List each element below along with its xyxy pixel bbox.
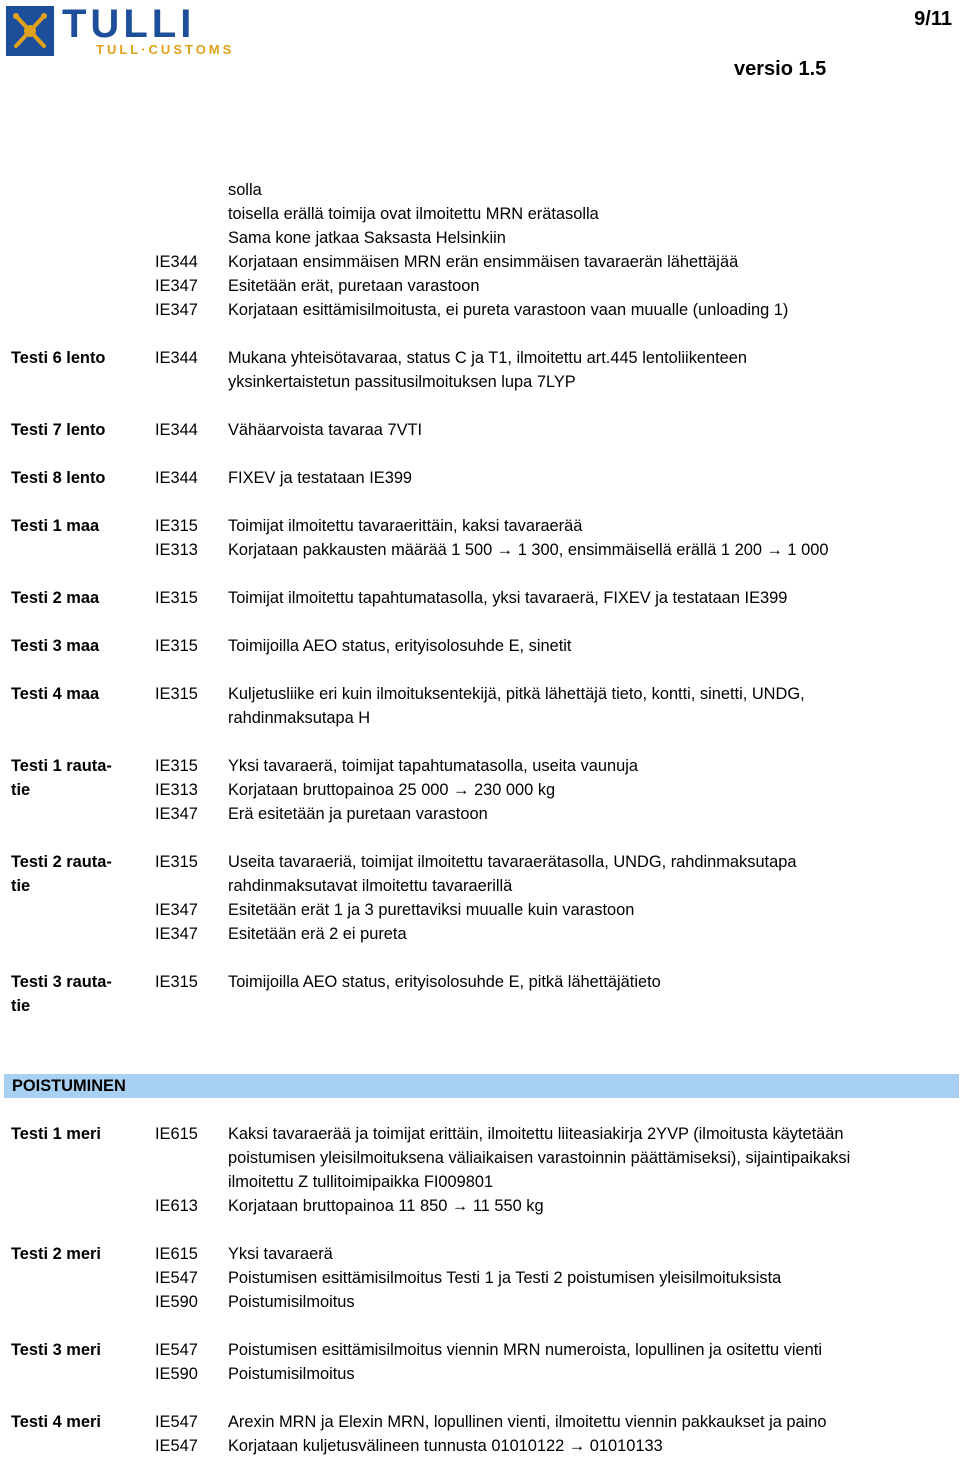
test-description: Korjataan ensimmäisen MRN erän ensimmäisen tavaraerän lähettäjää: [228, 253, 739, 271]
test-name: Testi 1 rauta-: [11, 757, 112, 775]
message-code: IE347: [155, 805, 198, 823]
test-description: Esitetään erät, puretaan varastoon: [228, 277, 480, 295]
test-name: Testi 1 meri: [11, 1125, 101, 1143]
test-description: Poistumisen esittämisilmoitus viennin MRN numeroista, lopullinen ja ositettu vienti: [228, 1341, 822, 1359]
test-description: rahdinmaksutavat ilmoitettu tavaraerillä: [228, 877, 513, 895]
test-name: tie: [11, 997, 31, 1015]
row-spacer: [0, 442, 960, 466]
test-description: Esitetään erät 1 ja 3 purettaviksi muualle kuin varastoon: [228, 901, 635, 919]
test-description: Korjataan bruttopainoa 25 000 → 230 000 kg: [228, 781, 556, 799]
test-name: Testi 3 rauta-: [11, 973, 112, 991]
table-row: [0, 274, 960, 298]
test-list-arrival: [0, 178, 960, 1018]
test-name: Testi 3 meri: [11, 1341, 101, 1359]
table-row: [0, 1122, 960, 1146]
test-description: Erä esitetään ja puretaan varastoon: [228, 805, 488, 823]
test-name: Testi 2 rauta-: [11, 853, 112, 871]
message-code: IE347: [155, 301, 198, 319]
message-code: IE315: [155, 853, 198, 871]
test-description: Yksi tavaraerä, toimijat tapahtumatasolla, useita vaunuja: [228, 757, 638, 775]
test-name: tie: [11, 877, 31, 895]
table-row: [0, 1434, 960, 1458]
message-code: IE347: [155, 277, 198, 295]
section-title: POISTUMINEN: [12, 1077, 126, 1095]
message-code: IE313: [155, 541, 198, 559]
table-row: [0, 682, 960, 706]
customs-crest-icon: [6, 6, 54, 56]
test-name: tie: [11, 781, 31, 799]
test-description: Poistumisen esittämisilmoitus Testi 1 ja Testi 2 poistumisen yleisilmoituksista: [228, 1269, 782, 1287]
row-spacer: [0, 610, 960, 634]
table-row: [0, 850, 960, 874]
message-code: IE590: [155, 1293, 198, 1311]
test-name: Testi 2 meri: [11, 1245, 101, 1263]
table-row: [0, 298, 960, 322]
test-description: Poistumisilmoitus: [228, 1293, 355, 1311]
table-row: [0, 1170, 960, 1194]
test-description: Useita tavaraeriä, toimijat ilmoitettu tavaraerätasolla, UNDG, rahdinmaksutapa: [228, 853, 797, 871]
test-description: Yksi tavaraerä: [228, 1245, 333, 1263]
message-code: IE344: [155, 253, 198, 271]
table-row: [0, 1338, 960, 1362]
test-name: Testi 1 maa: [11, 517, 100, 535]
message-code: IE344: [155, 349, 198, 367]
table-row: [0, 586, 960, 610]
message-code: IE315: [155, 973, 198, 991]
row-spacer: [0, 826, 960, 850]
table-row: [0, 994, 960, 1018]
message-code: IE547: [155, 1437, 198, 1455]
table-row: [0, 1242, 960, 1266]
table-row: [0, 1146, 960, 1170]
table-row: [0, 418, 960, 442]
message-code: IE315: [155, 517, 198, 535]
test-description: FIXEV ja testataan IE399: [228, 469, 413, 487]
table-row: [0, 1290, 960, 1314]
table-row: [0, 466, 960, 490]
message-code: IE613: [155, 1197, 198, 1215]
table-row: [0, 922, 960, 946]
table-row: [0, 754, 960, 778]
table-row: [0, 370, 960, 394]
message-code: IE615: [155, 1245, 198, 1263]
table-row: [0, 1362, 960, 1386]
test-description: yksinkertaistetun passitusilmoituksen lupa 7LYP: [228, 373, 576, 391]
row-spacer: [0, 658, 960, 682]
row-spacer: [0, 490, 960, 514]
table-row: [0, 1194, 960, 1218]
row-spacer: [0, 1314, 960, 1338]
test-description: Toimijat ilmoitettu tavaraerittäin, kaksi tavaraerää: [228, 517, 583, 535]
test-description: Toimijoilla AEO status, erityisolosuhde E, pitkä lähettäjätieto: [228, 973, 661, 991]
table-row: [0, 178, 960, 202]
test-description: Korjataan bruttopainoa 11 850 → 11 550 kg: [228, 1197, 544, 1215]
row-spacer: [0, 946, 960, 970]
row-spacer: [0, 1386, 960, 1410]
table-row: [0, 538, 960, 562]
message-code: IE315: [155, 589, 198, 607]
row-spacer: [0, 730, 960, 754]
test-description: Esitetään erä 2 ei pureta: [228, 925, 407, 943]
table-row: [0, 250, 960, 274]
table-row: [0, 1410, 960, 1434]
table-row: [0, 514, 960, 538]
message-code: IE347: [155, 925, 198, 943]
message-code: IE344: [155, 421, 198, 439]
test-description: Vähäarvoista tavaraa 7VTI: [228, 421, 423, 439]
test-description: Toimijat ilmoitettu tapahtumatasolla, yksi tavaraerä, FIXEV ja testataan IE399: [228, 589, 788, 607]
table-row: [0, 226, 960, 250]
section-header: [4, 1074, 959, 1098]
message-code: IE315: [155, 757, 198, 775]
logo-wordmark: TULLI: [62, 2, 196, 46]
test-list-exit: [0, 1122, 960, 1458]
table-row: [0, 898, 960, 922]
test-name: Testi 8 lento: [11, 469, 106, 487]
message-code: IE547: [155, 1413, 198, 1431]
table-row: [0, 874, 960, 898]
test-description: ilmoitettu Z tullitoimipaikka FI009801: [228, 1173, 494, 1191]
message-code: IE344: [155, 469, 198, 487]
message-code: IE615: [155, 1125, 198, 1143]
test-description: Kaksi tavaraerää ja toimijat erittäin, ilmoitettu liiteasiakirja 2YVP (ilmoitusta käytetään: [228, 1125, 844, 1143]
message-code: IE315: [155, 637, 198, 655]
version-label: versio 1.5: [734, 58, 827, 80]
table-row: [0, 778, 960, 802]
test-description: Sama kone jatkaa Saksasta Helsinkiin: [228, 229, 506, 247]
table-row: [0, 1266, 960, 1290]
test-description: Korjataan kuljetusvälineen tunnusta 01010122 → 01010133: [228, 1437, 663, 1455]
row-spacer: [0, 322, 960, 346]
message-code: IE547: [155, 1341, 198, 1359]
test-description: rahdinmaksutapa H: [228, 709, 371, 727]
message-code: IE347: [155, 901, 198, 919]
message-code: IE315: [155, 685, 198, 703]
test-description: Mukana yhteisötavaraa, status C ja T1, ilmoitettu art.445 lentoliikenteen: [228, 349, 748, 367]
row-spacer: [0, 1218, 960, 1242]
test-name: Testi 4 maa: [11, 685, 100, 703]
test-name: Testi 3 maa: [11, 637, 100, 655]
table-row: [0, 346, 960, 370]
logo-subtitle: TULL·CUSTOMS: [96, 42, 235, 57]
test-name: Testi 7 lento: [11, 421, 106, 439]
message-code: IE590: [155, 1365, 198, 1383]
test-description: Korjataan esittämisilmoitusta, ei pureta varastoon vaan muualle (unloading 1): [228, 301, 789, 319]
test-description: poistumisen yleisilmoituksena väliaikaisen varastoinnin päättämiseksi), sijaintipaikaksi: [228, 1149, 851, 1167]
test-name: Testi 4 meri: [11, 1413, 101, 1431]
table-row: [0, 970, 960, 994]
table-row: [0, 706, 960, 730]
test-description: Korjataan pakkausten määrää 1 500 → 1 300, ensimmäisellä erällä 1 200 → 1 000: [228, 541, 829, 559]
row-spacer: [0, 394, 960, 418]
page-number: 9/11: [914, 8, 952, 30]
test-description: toisella erällä toimija ovat ilmoitettu MRN erätasolla: [228, 205, 599, 223]
message-code: IE547: [155, 1269, 198, 1287]
test-name: Testi 2 maa: [11, 589, 100, 607]
table-row: [0, 202, 960, 226]
test-name: Testi 6 lento: [11, 349, 106, 367]
page-header: [0, 0, 960, 90]
test-description: solla: [228, 181, 262, 199]
table-row: [0, 634, 960, 658]
table-row: [0, 802, 960, 826]
test-description: Kuljetusliike eri kuin ilmoituksentekijä, pitkä lähettäjä tieto, kontti, sinetti, UNDG,: [228, 685, 805, 703]
row-spacer: [0, 562, 960, 586]
test-description: Toimijoilla AEO status, erityisolosuhde E, sinetit: [228, 637, 572, 655]
message-code: IE313: [155, 781, 198, 799]
test-description: Poistumisilmoitus: [228, 1365, 355, 1383]
test-description: Arexin MRN ja Elexin MRN, lopullinen vienti, ilmoitettu viennin pakkaukset ja paino: [228, 1413, 827, 1431]
